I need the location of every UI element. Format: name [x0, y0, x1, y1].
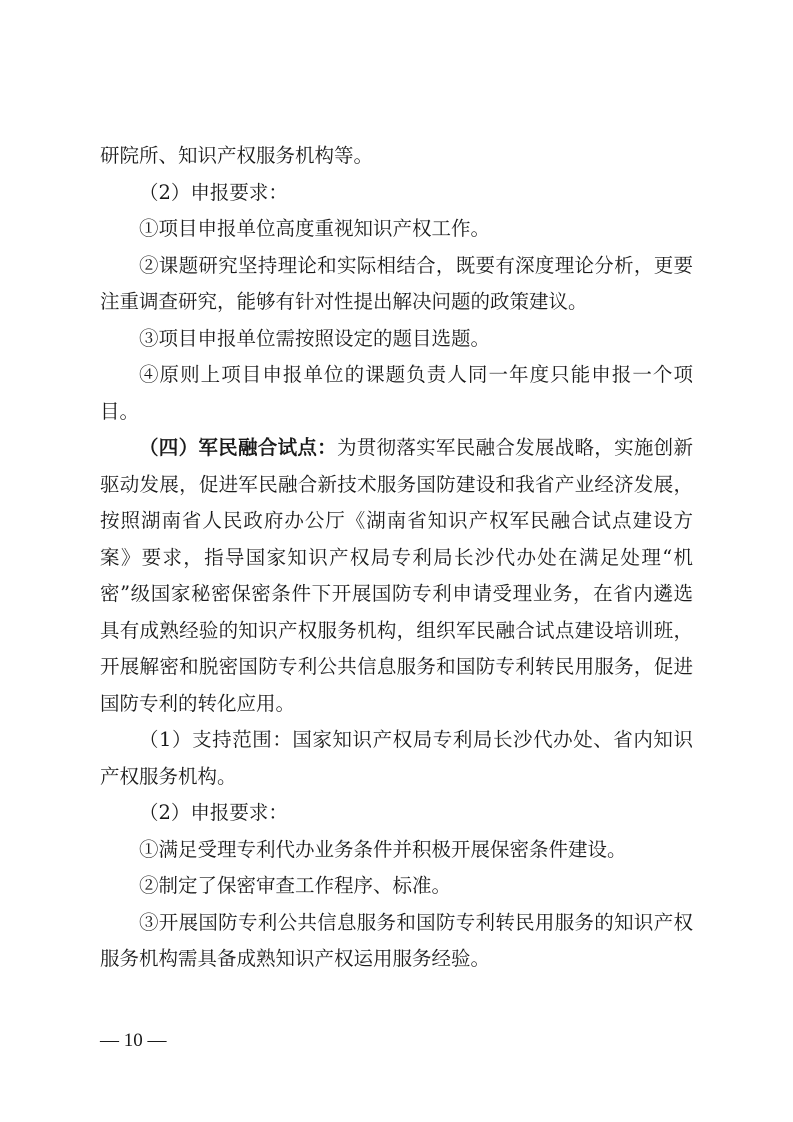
paragraph-requirement-2b: ②制定了保密审查工作程序、标准。 — [139, 874, 452, 897]
paragraph-requirement-2: ②课题研究坚持理论和实际相结合，既要有深度理论分析，更要注重调查研究，能够有针对性提出解决问题的政策建议。 — [100, 253, 693, 313]
paragraph-continuation: 研院所、知识产权服务机构等。 — [100, 144, 374, 167]
body-text — [100, 138, 693, 978]
paragraph-requirement-4: ④原则上项目申报单位的课题负责人同一年度只能申报一个项目。 — [100, 363, 693, 423]
paragraph-requirement-3b: ③开展国防专利公共信息服务和国防专利转民用服务的知识产权服务机构需具备成熟知识产权运用服务经验。 — [100, 910, 693, 970]
section-four-heading: （四）军民融合试点： — [139, 436, 337, 459]
paragraph-section-four — [100, 430, 693, 722]
section-four-body: 为贯彻落实军民融合发展战略，实施创新驱动发展，促进军民融合新技术服务国防建设和我省产业经济发展，按照湖南省人民政府办公厅《湖南省知识产权军民融合试点建设方案》要求，指导国家知识产权局专利局长沙代办处在满足处理“机密”级国家秘密保密条件下开展国防专利申请受理业务，在省内遴选具有成熟经验的知识产权服务机构，组织军民融合试点建设培训班，开展解密和脱密国防专利公共信息服务和国防专利转民用服务，促进国防专利的转化应用。 — [100, 436, 693, 715]
paragraph-support-scope: （1）支持范围：国家知识产权局专利局长沙代办处、省内知识产权服务机构。 — [100, 728, 693, 788]
page-number: — 10 — — [100, 1030, 167, 1051]
paragraph-requirement-1b: ①满足受理专利代办业务条件并积极开展保密条件建设。 — [139, 837, 627, 861]
paragraph-application-requirements-heading: （2）申报要求： — [139, 180, 288, 204]
paragraph-requirement-1: ①项目申报单位高度重视知识产权工作。 — [139, 217, 491, 240]
paragraph-requirement-3: ③项目申报单位需按照设定的题目选题。 — [139, 326, 491, 350]
paragraph-application-requirements-heading-2: （2）申报要求： — [139, 801, 288, 824]
